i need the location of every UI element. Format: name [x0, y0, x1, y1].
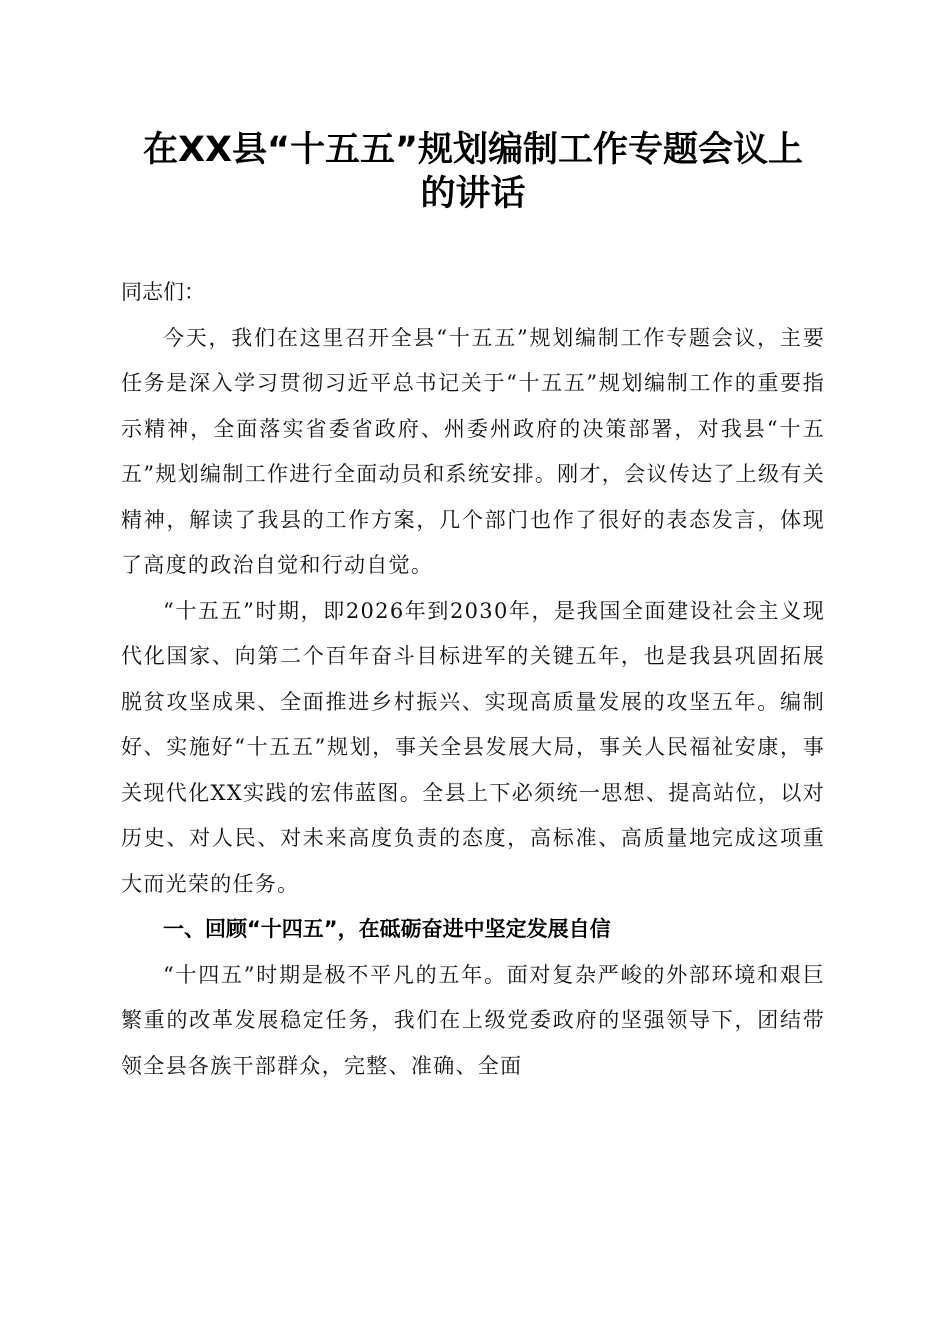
- section-heading: 一、回顾“十四五”，在砥砺奋进中坚定发展自信: [163, 917, 611, 941]
- title-line-2: 的讲话: [420, 174, 526, 214]
- paragraph-period-significance: “十五五”时期，即2026年到2030年，是我国全面建设社会主义现代化国家、向第二个百年奋斗目标进军的关键五年，也是我县巩固拓展脱贫攻坚成果、全面推进乡村振兴、实现高质量发展的攻坚五年。编制好、实施好“十五五”规划，事关全县发展大局，事关人民福祉安康，事关现代化XX实践的宏伟蓝图。全县上下必须统一思想、提高站位，以对历史、对人民、对未来高度负责的态度，高标准、高质量地完成这项重大而光荣的任务。: [121, 598, 825, 896]
- document-title: [121, 128, 825, 216]
- salutation: 同志们：: [121, 280, 205, 304]
- title-line-1: 在XX县“十五五”规划编制工作专题会议上: [143, 130, 803, 170]
- paragraph-opening: 今天，我们在这里召开全县“十五五”规划编制工作专题会议，主要任务是深入学习贯彻习近平总书记关于“十五五”规划编制工作的重要指示精神，全面落实省委省政府、州委州政府的决策部署，对我县“十五五”规划编制工作进行全面动员和系统安排。刚才，会议传达了上级有关精神，解读了我县的工作方案，几个部门也作了很好的表态发言，体现了高度的政治自觉和行动自觉。: [121, 325, 825, 577]
- section-paragraph: “十四五”时期是极不平凡的五年。面对复杂严峻的外部环境和艰巨繁重的改革发展稳定任务，我们在上级党委政府的坚强领导下，团结带领全县各族干部群众，完整、准确、全面: [121, 962, 825, 1078]
